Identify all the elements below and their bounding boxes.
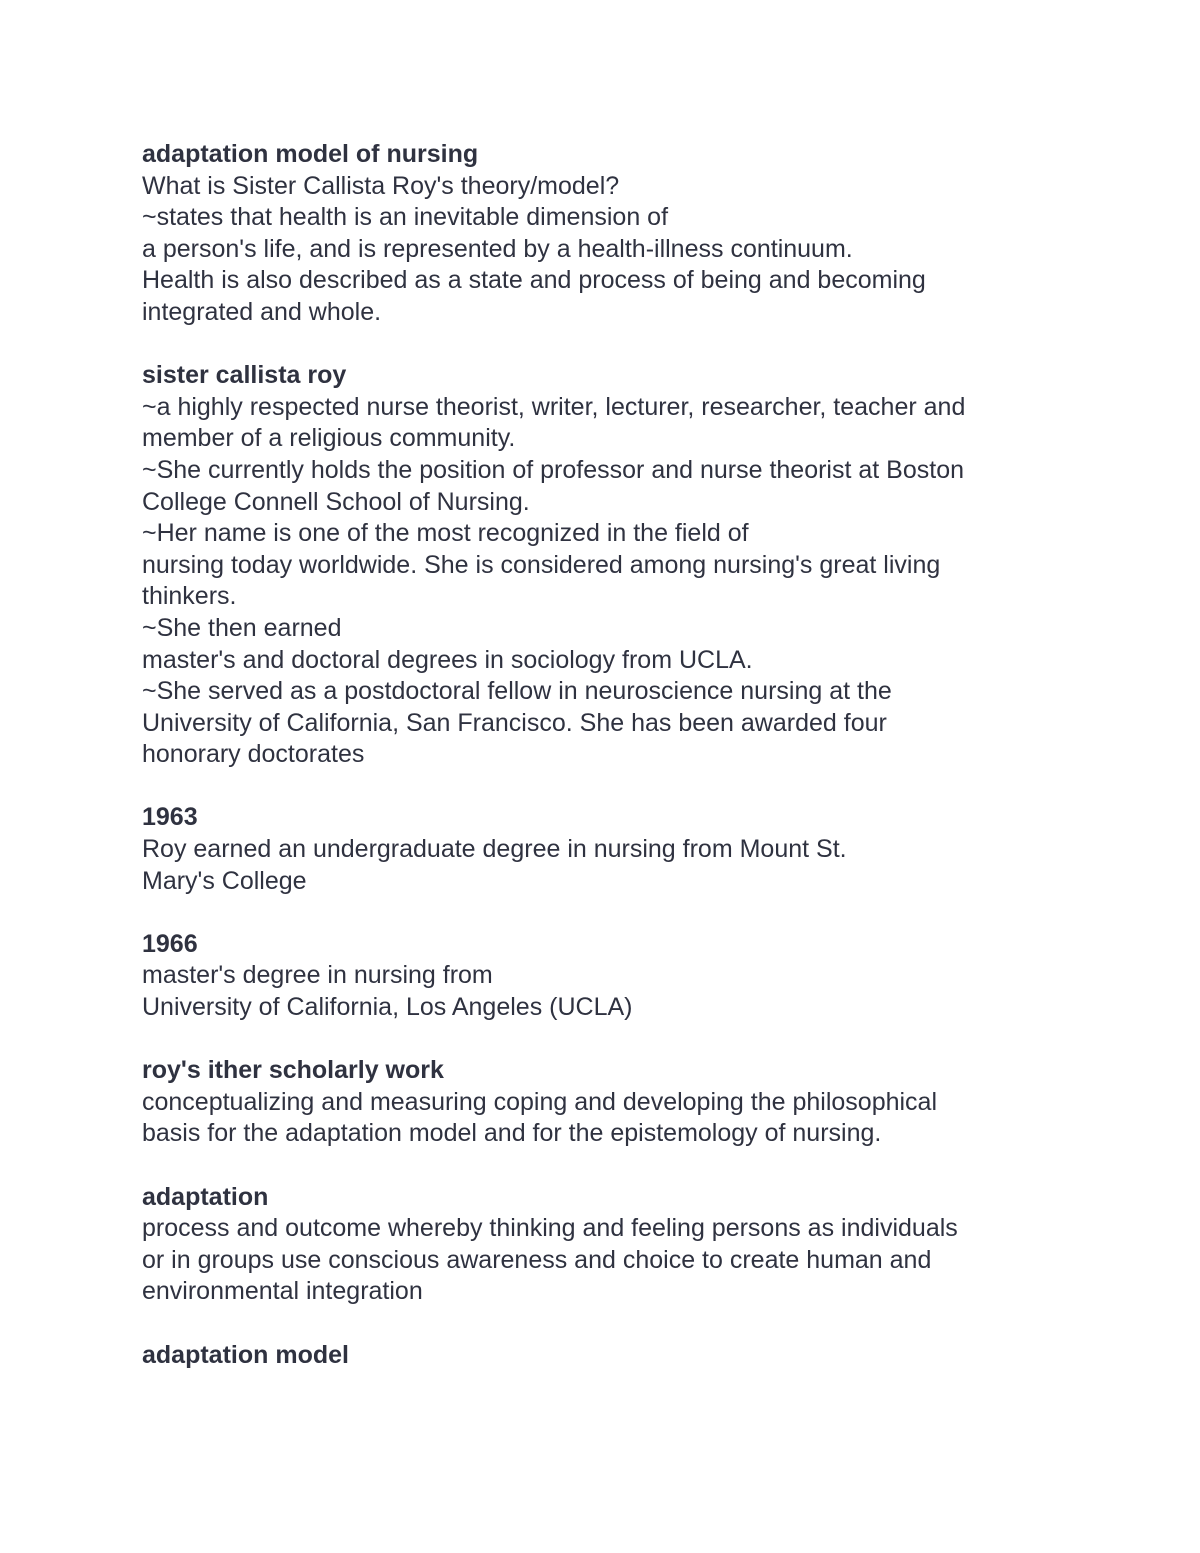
text-line: honorary doctorates (142, 740, 365, 769)
text-line: University of California, Los Angeles (UCLA) (142, 993, 633, 1022)
text-line: member of a religious community. (142, 424, 516, 453)
section-1963 (142, 802, 1082, 897)
text-line: environmental integration (142, 1277, 423, 1306)
section-heading: roy's ither scholarly work (142, 1056, 444, 1085)
text-line: master's degree in nursing from (142, 961, 493, 990)
section-adaptation-model-of-nursing (142, 139, 1082, 329)
section-roys-other-scholarly-work (142, 1055, 1082, 1150)
text-line: What is Sister Callista Roy's theory/model? (142, 171, 620, 200)
text-line: process and outcome whereby thinking and feeling persons as individuals (142, 1214, 958, 1243)
section-heading: sister callista roy (142, 361, 347, 390)
text-line: a person's life, and is represented by a health-illness continuum. (142, 234, 853, 263)
text-line: conceptualizing and measuring coping and developing the philosophical (142, 1087, 938, 1116)
document-body (142, 139, 1082, 1403)
text-line: nursing today worldwide. She is considered among nursing's great living (142, 550, 941, 579)
section-heading: 1963 (142, 803, 198, 832)
text-line: Health is also described as a state and process of being and becoming (142, 266, 926, 295)
section-sister-callista-roy (142, 360, 1082, 771)
section-heading: adaptation model of nursing (142, 140, 479, 168)
text-line: integrated and whole. (142, 297, 382, 326)
text-line: basis for the adaptation model and for the epistemology of nursing. (142, 1119, 882, 1148)
text-line: master's and doctoral degrees in sociology from UCLA. (142, 645, 753, 674)
section-1966 (142, 929, 1082, 1024)
text-line: ~She currently holds the position of professor and nurse theorist at Boston (142, 455, 965, 484)
text-line: Roy earned an undergraduate degree in nursing from Mount St. (142, 835, 847, 864)
section-heading: 1966 (142, 929, 198, 958)
text-line: ~a highly respected nurse theorist, writer, lecturer, researcher, teacher and (142, 392, 966, 421)
text-line: or in groups use conscious awareness and choice to create human and (142, 1245, 932, 1274)
text-line: ~She served as a postdoctoral fellow in neuroscience nursing at the (142, 677, 892, 706)
text-line: Mary's College (142, 866, 307, 895)
text-line: thinkers. (142, 582, 237, 611)
section-heading: adaptation (142, 1182, 269, 1211)
text-line: University of California, San Francisco. She has been awarded four (142, 708, 887, 737)
text-line: College Connell School of Nursing. (142, 487, 530, 516)
text-line: ~states that health is an inevitable dimension of (142, 203, 669, 232)
text-line: ~Her name is one of the most recognized in the field of (142, 519, 749, 548)
text-line: ~She then earned (142, 613, 342, 642)
section-heading: adaptation model (142, 1340, 349, 1369)
section-adaptation-model (142, 1340, 1082, 1372)
section-adaptation (142, 1182, 1082, 1308)
